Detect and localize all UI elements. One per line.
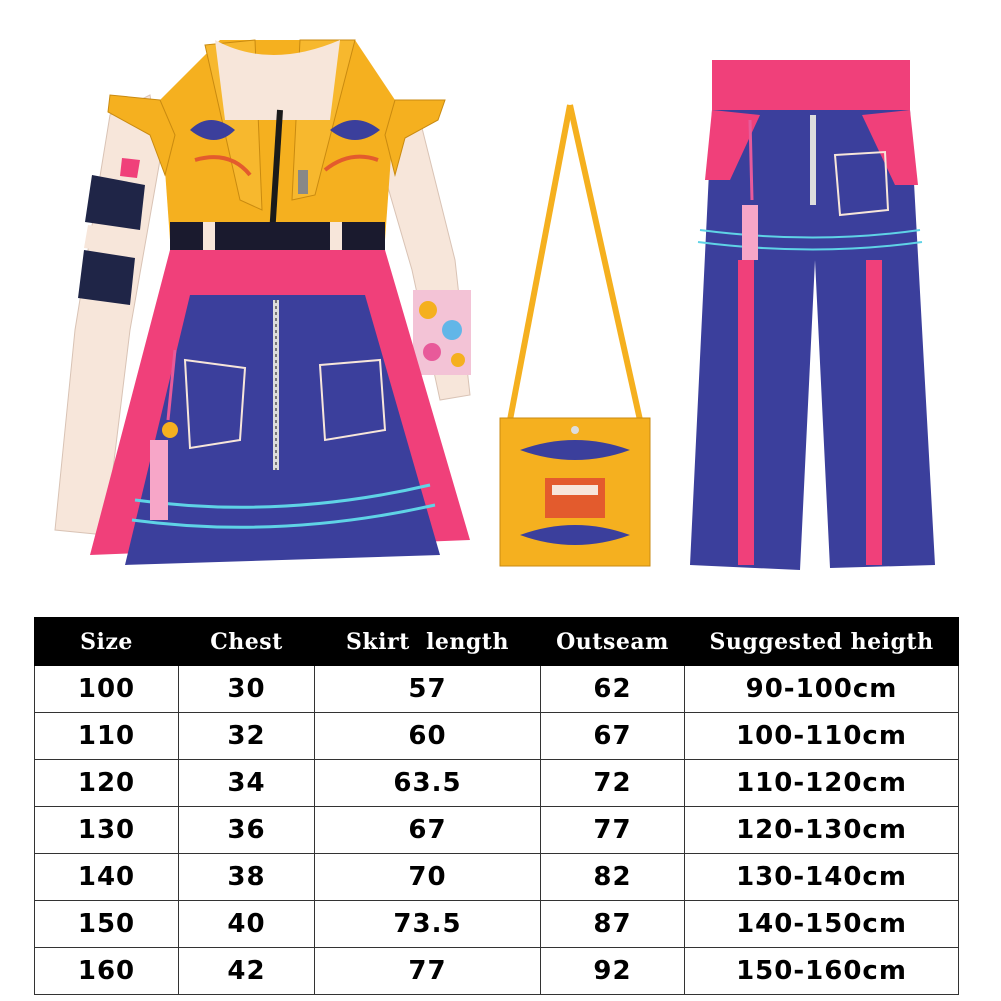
cell-chest: 34 xyxy=(179,760,315,807)
cell-suggested-height: 110-120cm xyxy=(685,760,959,807)
dress-illustration xyxy=(55,40,471,565)
cell-chest: 40 xyxy=(179,901,315,948)
cell-size: 100 xyxy=(35,666,179,713)
cell-outseam: 67 xyxy=(541,713,685,760)
header-size: Size xyxy=(35,618,179,666)
cell-suggested-height: 150-160cm xyxy=(685,948,959,995)
cell-size: 110 xyxy=(35,713,179,760)
size-chart-header-row xyxy=(35,618,959,666)
bag-illustration xyxy=(500,105,650,566)
cell-outseam: 87 xyxy=(541,901,685,948)
cell-size: 150 xyxy=(35,901,179,948)
pants-illustration xyxy=(690,60,935,570)
table-row xyxy=(35,713,959,760)
table-row xyxy=(35,901,959,948)
header-skirt-length: Skirt length xyxy=(315,618,541,666)
cell-outseam: 92 xyxy=(541,948,685,995)
cell-outseam: 82 xyxy=(541,854,685,901)
cell-chest: 36 xyxy=(179,807,315,854)
cell-suggested-height: 140-150cm xyxy=(685,901,959,948)
cell-size: 140 xyxy=(35,854,179,901)
header-chest: Chest xyxy=(179,618,315,666)
cell-chest: 38 xyxy=(179,854,315,901)
table-row xyxy=(35,760,959,807)
size-chart-table xyxy=(34,617,959,995)
table-row xyxy=(35,807,959,854)
cell-skirt-length: 60 xyxy=(315,713,541,760)
cell-chest: 30 xyxy=(179,666,315,713)
cell-skirt-length: 77 xyxy=(315,948,541,995)
cell-skirt-length: 67 xyxy=(315,807,541,854)
cell-chest: 32 xyxy=(179,713,315,760)
table-row xyxy=(35,948,959,995)
cell-skirt-length: 73.5 xyxy=(315,901,541,948)
cell-outseam: 77 xyxy=(541,807,685,854)
header-suggested-height: Suggested heigth xyxy=(685,618,959,666)
cell-outseam: 62 xyxy=(541,666,685,713)
cell-suggested-height: 100-110cm xyxy=(685,713,959,760)
table-row xyxy=(35,666,959,713)
cell-skirt-length: 70 xyxy=(315,854,541,901)
cell-skirt-length: 63.5 xyxy=(315,760,541,807)
cell-size: 120 xyxy=(35,760,179,807)
cell-skirt-length: 57 xyxy=(315,666,541,713)
cell-chest: 42 xyxy=(179,948,315,995)
header-outseam: Outseam xyxy=(541,618,685,666)
cell-outseam: 72 xyxy=(541,760,685,807)
cell-size: 160 xyxy=(35,948,179,995)
cell-suggested-height: 130-140cm xyxy=(685,854,959,901)
cell-size: 130 xyxy=(35,807,179,854)
table-row xyxy=(35,854,959,901)
cell-suggested-height: 120-130cm xyxy=(685,807,959,854)
cell-suggested-height: 90-100cm xyxy=(685,666,959,713)
